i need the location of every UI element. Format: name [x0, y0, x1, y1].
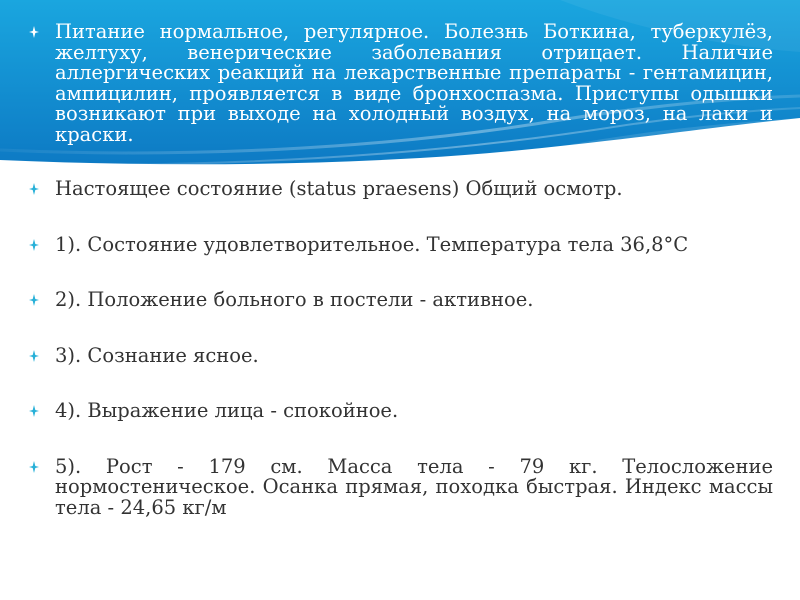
sparkle-icon	[27, 235, 41, 255]
paragraph-item-1	[27, 232, 773, 256]
paragraph-text: Настоящее состояние (status praesens) Общий осмотр.	[55, 177, 623, 200]
sparkle-icon	[27, 346, 41, 366]
paragraph-item-2	[27, 290, 773, 311]
paragraph-text: 1). Состояние удовлетворительное. Температура тела 36,8°С	[55, 232, 689, 256]
paragraph-item-3	[27, 343, 773, 367]
paragraph-text: 4). Выражение лица - спокойное.	[55, 399, 399, 422]
paragraph-anamnesis	[27, 22, 773, 145]
paragraph-status-praesens	[27, 179, 773, 200]
sparkle-icon	[27, 22, 41, 42]
sparkle-icon	[27, 401, 41, 421]
paragraph-item-4	[27, 401, 773, 422]
sparkle-icon	[27, 457, 41, 477]
paragraph-text: 5). Рост - 179 см. Масса тела - 79 кг. Телосложение нормостеническое. Осанка прямая, походка быстрая. Индекс массы тела - 24,65 кг/м	[55, 454, 773, 519]
sparkle-icon	[27, 290, 41, 310]
paragraph-text: 3). Сознание ясное.	[55, 343, 259, 367]
paragraph-text: 2). Положение больного в постели - активное.	[55, 288, 534, 311]
paragraph-item-5	[27, 454, 773, 519]
sparkle-icon	[27, 179, 41, 199]
slide-text-body	[27, 22, 773, 518]
paragraph-text: Питание нормальное, регулярное. Болезнь Боткина, туберкулёз, желтуху, венерические заболевания отрицает. Наличие аллергических реакций на лекарственные препараты - гентамицин, ампицилин, проявляется в виде бронхоспазма. Приступы одышки возникают при выходе на холодный воздух, на мороз, на лаки и краски.	[55, 20, 773, 146]
